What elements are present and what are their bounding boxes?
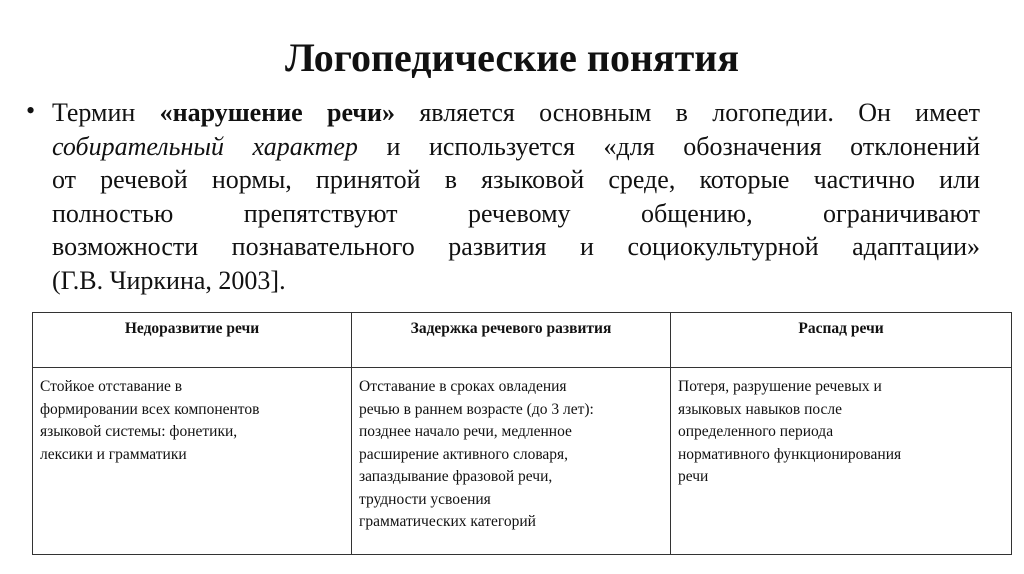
cell-line: Потеря, разрушение речевых и: [678, 378, 882, 395]
bullet-icon: •: [26, 96, 36, 125]
paragraph-line: полностью препятствуют речевому общению, ограничивают: [52, 198, 980, 228]
table-cell: [671, 368, 1012, 555]
cell-line: языковой системы: фонетики,: [40, 423, 238, 440]
table-cell: [33, 368, 352, 555]
speech-disorders-table: [32, 312, 1012, 555]
header-cell: Задержка речевого развития: [352, 313, 671, 368]
text: и используется «для обозначения отклонений: [357, 131, 980, 161]
paragraph-line: (Г.В. Чиркина, 2003].: [52, 265, 286, 295]
table-cell: [352, 368, 671, 555]
text: Термин: [52, 98, 160, 127]
cell-line: трудности усвоения: [359, 490, 491, 508]
cell-line: Отставание в сроках овладения: [359, 378, 567, 395]
header-cell: Недоразвитие речи: [33, 313, 352, 368]
cell-line: определенного периода: [678, 423, 834, 440]
paragraph-line: от речевой нормы, принятой в языковой среде, которые частично или: [52, 165, 980, 195]
cell-line: нормативного функционирования: [678, 445, 902, 463]
definition-paragraph: [52, 96, 980, 298]
paragraph-line: [52, 130, 980, 164]
cell-line: формировании всех компонентов: [40, 400, 260, 418]
paragraph-line: возможности познавательного развития и социокультурной адаптации»: [52, 232, 980, 262]
term-bold: «нарушение речи»: [159, 98, 396, 127]
header-cell: Распад речи: [671, 313, 1012, 368]
slide-title: Логопедические понятия: [284, 35, 739, 80]
table-row: [33, 368, 1012, 555]
cell-line: запаздывание фразовой речи,: [359, 468, 553, 485]
term-italic: собирательный характер: [52, 131, 358, 161]
cell-line: Стойкое отставание в: [40, 378, 183, 395]
cell-line: речью в раннем возрасте (до 3 лет):: [359, 400, 594, 418]
text: является основным в логопедии. Он имеет: [395, 98, 980, 127]
cell-line: речи: [678, 468, 709, 485]
cell-line: языковых навыков после: [678, 400, 843, 418]
cell-line: грамматических категорий: [359, 513, 536, 530]
cell-line: лексики и грамматики: [40, 445, 187, 463]
cell-line: позднее начало речи, медленное: [359, 423, 572, 440]
paragraph-line: [52, 96, 980, 130]
cell-line: расширение активного словаря,: [359, 445, 569, 463]
table-header-row: [33, 313, 1012, 368]
